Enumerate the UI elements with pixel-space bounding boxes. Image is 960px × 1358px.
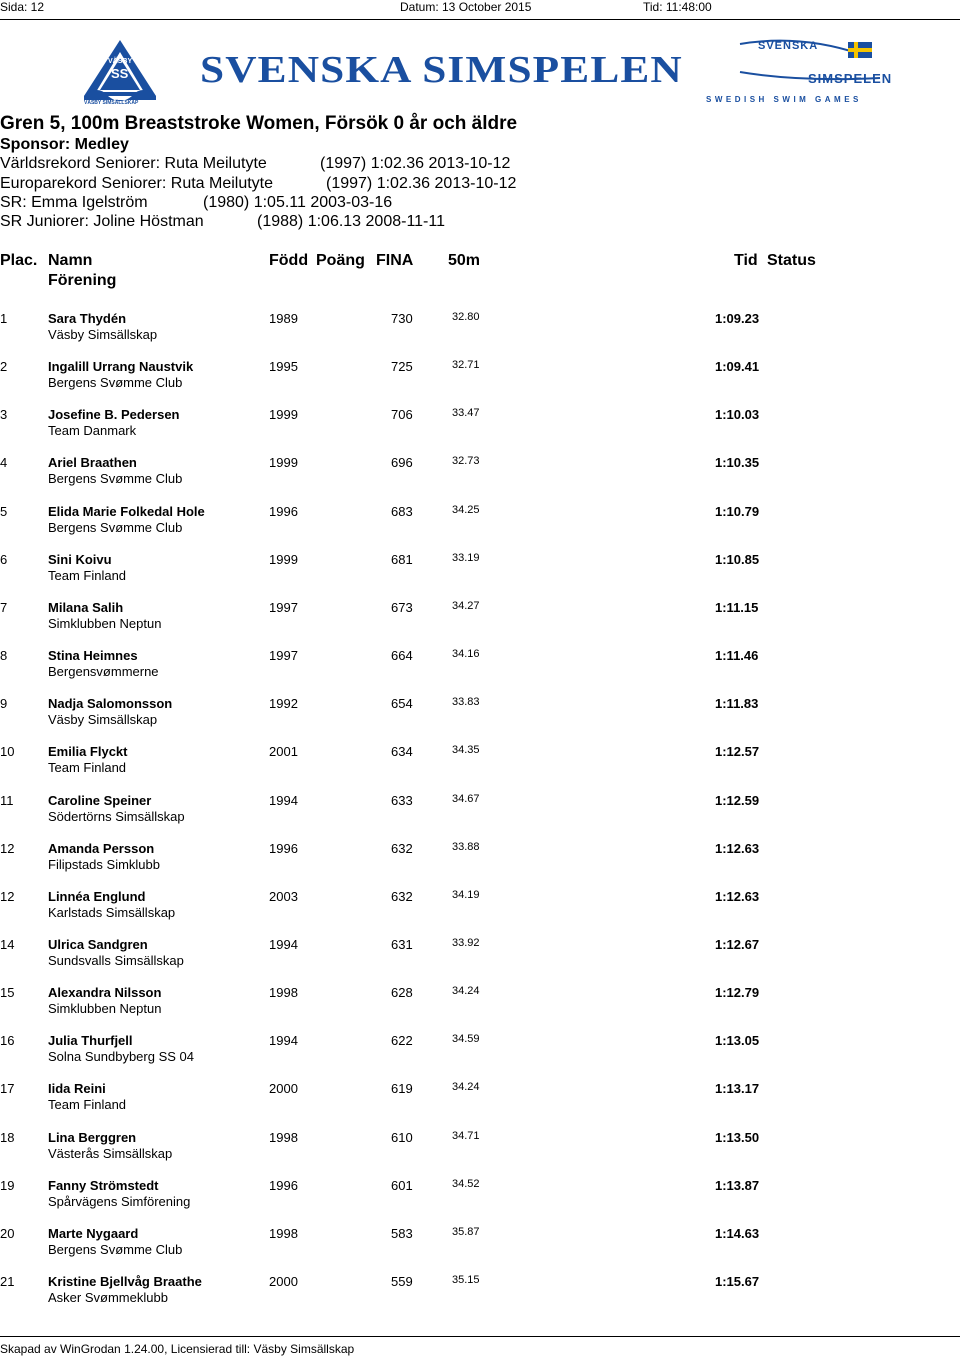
record-value: (1997) 1:02.36 2013-10-12 <box>320 155 511 172</box>
result-name: Marte Nygaard <box>48 1226 139 1241</box>
result-name: Kristine Bjellvåg Braathe <box>48 1274 202 1289</box>
result-name: Alexandra Nilsson <box>48 985 162 1000</box>
result-name: Iida Reini <box>48 1081 106 1096</box>
result-fina: 673 <box>391 600 413 615</box>
result-time: 1:09.23 <box>715 311 760 326</box>
result-club: Västerås Simsällskap <box>48 1146 173 1161</box>
result-split: 34.52 <box>452 1178 480 1190</box>
result-club: Karlstads Simsällskap <box>48 905 176 920</box>
result-time: 1:11.83 <box>715 696 759 711</box>
result-place: 21 <box>0 1274 15 1289</box>
result-club: Solna Sundbyberg SS 04 <box>48 1049 194 1064</box>
result-split: 34.67 <box>452 793 480 805</box>
result-place: 2 <box>0 359 8 374</box>
result-name: Ulrica Sandgren <box>48 937 148 952</box>
result-name: Linnéa Englund <box>48 889 146 904</box>
right-logo-mid: SIMSPELEN <box>808 71 893 86</box>
result-name: Elida Marie Folkedal Hole <box>48 504 205 519</box>
result-time: 1:10.79 <box>715 504 760 519</box>
result-born: 1994 <box>269 793 298 808</box>
header-rule <box>0 19 960 20</box>
result-born: 2003 <box>269 889 298 904</box>
col-header-50m: 50m <box>448 252 481 269</box>
result-fina: 610 <box>391 1130 413 1145</box>
result-fina: 632 <box>391 841 413 856</box>
record-value: (1988) 1:06.13 2008-11-11 <box>257 213 445 230</box>
result-fina: 559 <box>391 1274 413 1289</box>
swedish-swim-games-logo <box>700 38 893 108</box>
result-club: Väsby Simsällskap <box>48 712 158 727</box>
result-place: 9 <box>0 696 8 711</box>
footer-rule <box>0 1336 960 1337</box>
result-club: Bergens Svømme Club <box>48 520 183 535</box>
result-time: 1:15.67 <box>715 1274 760 1289</box>
print-time: Tid: 11:48:00 <box>643 0 712 14</box>
result-time: 1:12.79 <box>715 985 760 1000</box>
col-header-poang: Poäng <box>316 252 365 269</box>
result-club: Spårvägens Simförening <box>48 1194 191 1209</box>
record-label: SR: Emma Igelström <box>0 194 148 211</box>
result-split: 34.71 <box>452 1130 480 1142</box>
result-place: 20 <box>0 1226 15 1241</box>
result-fina: 632 <box>391 889 413 904</box>
result-fina: 664 <box>391 648 413 663</box>
result-time: 1:12.63 <box>715 889 760 904</box>
result-name: Fanny Strömstedt <box>48 1178 159 1193</box>
result-place: 15 <box>0 985 15 1000</box>
result-born: 1996 <box>269 504 298 519</box>
col-header-tid: Tid <box>734 252 758 269</box>
col-header-forening: Förening <box>48 272 117 289</box>
event-title: Gren 5, 100m Breaststroke Women, Försök 0 år och äldre <box>0 113 518 134</box>
col-header-fina: FINA <box>376 252 414 269</box>
record-label: SR Juniorer: Joline Höstman <box>0 213 204 230</box>
result-fina: 633 <box>391 793 413 808</box>
result-split: 34.24 <box>452 985 480 997</box>
result-split: 34.25 <box>452 504 480 516</box>
result-fina: 730 <box>391 311 413 326</box>
result-name: Nadja Salomonsson <box>48 696 173 711</box>
result-name: Sini Koivu <box>48 552 112 567</box>
vasby-logo-bottom: VÄSBY SIMSÄLLSKAP <box>84 100 139 106</box>
footer-text: Skapad av WinGrodan 1.24.00, Licensierad till: Väsby Simsällskap <box>0 1342 355 1356</box>
record-value: (1980) 1:05.11 2003-03-16 <box>203 194 393 211</box>
result-place: 14 <box>0 937 15 952</box>
result-born: 1996 <box>269 841 298 856</box>
result-split: 32.71 <box>452 359 480 371</box>
result-split: 34.24 <box>452 1081 480 1093</box>
result-born: 1989 <box>269 311 298 326</box>
result-time: 1:09.41 <box>715 359 760 374</box>
result-fina: 583 <box>391 1226 413 1241</box>
result-name: Lina Berggren <box>48 1130 137 1145</box>
page-number: Sida: 12 <box>0 0 45 14</box>
result-club: Väsby Simsällskap <box>48 327 158 342</box>
result-split: 35.87 <box>452 1226 480 1238</box>
result-split: 34.16 <box>452 648 480 660</box>
result-fina: 654 <box>391 696 413 711</box>
result-born: 1997 <box>269 648 298 663</box>
result-fina: 706 <box>391 407 413 422</box>
result-place: 19 <box>0 1178 15 1193</box>
result-club: Simklubben Neptun <box>48 1001 162 1016</box>
result-split: 34.35 <box>452 744 480 756</box>
result-born: 1995 <box>269 359 298 374</box>
result-born: 2001 <box>269 744 298 759</box>
result-split: 33.19 <box>452 552 480 564</box>
result-born: 1999 <box>269 407 298 422</box>
result-time: 1:12.57 <box>715 744 760 759</box>
result-born: 1998 <box>269 1226 298 1241</box>
result-name: Josefine B. Pedersen <box>48 407 180 422</box>
result-club: Asker Svømmeklubb <box>48 1290 168 1305</box>
result-born: 1997 <box>269 600 298 615</box>
result-fina: 681 <box>391 552 413 567</box>
result-place: 12 <box>0 841 15 856</box>
result-club: Bergens Svømme Club <box>48 471 183 486</box>
result-club: Team Finland <box>48 568 127 583</box>
result-time: 1:10.85 <box>715 552 760 567</box>
result-fina: 696 <box>391 455 413 470</box>
result-born: 1992 <box>269 696 298 711</box>
result-place: 8 <box>0 648 8 663</box>
result-place: 11 <box>0 793 14 808</box>
result-fina: 725 <box>391 359 413 374</box>
result-split: 34.19 <box>452 889 480 901</box>
result-split: 33.83 <box>452 696 480 708</box>
result-club: Team Finland <box>48 760 127 775</box>
result-split: 32.73 <box>452 455 480 467</box>
vasby-logo <box>78 38 162 106</box>
col-header-plac: Plac. <box>0 252 38 269</box>
result-time: 1:13.87 <box>715 1178 760 1193</box>
result-time: 1:12.63 <box>715 841 760 856</box>
right-logo-sub: SWEDISH SWIM GAMES <box>706 95 862 104</box>
result-split: 32.80 <box>452 311 480 323</box>
result-club: Södertörns Simsällskap <box>48 809 185 824</box>
col-header-namn: Namn <box>48 252 93 269</box>
vasby-logo-top: VÄSBY <box>108 58 133 65</box>
result-born: 1999 <box>269 455 298 470</box>
result-name: Ingalill Urrang Naustvik <box>48 359 194 374</box>
right-logo-top: SVENSKA <box>758 40 819 52</box>
result-time: 1:14.63 <box>715 1226 760 1241</box>
result-born: 2000 <box>269 1081 298 1096</box>
result-time: 1:12.59 <box>715 793 760 808</box>
result-split: 34.59 <box>452 1033 480 1045</box>
result-club: Bergensvømmerne <box>48 664 159 679</box>
result-club: Simklubben Neptun <box>48 616 162 631</box>
result-fina: 634 <box>391 744 413 759</box>
result-club: Bergens Svømme Club <box>48 375 183 390</box>
record-value: (1997) 1:02.36 2013-10-12 <box>326 175 517 192</box>
record-label: Europarekord Seniorer: Ruta Meilutyte <box>0 175 274 192</box>
result-place: 12 <box>0 889 15 904</box>
event-sponsor: Sponsor: Medley <box>0 136 129 153</box>
result-name: Amanda Persson <box>48 841 155 856</box>
result-time: 1:11.46 <box>715 648 759 663</box>
svenska-simspelen-banner: SVENSKA SIMSPELEN <box>200 49 683 91</box>
result-fina: 628 <box>391 985 413 1000</box>
result-born: 1998 <box>269 1130 298 1145</box>
result-club: Bergens Svømme Club <box>48 1242 183 1257</box>
result-born: 2000 <box>269 1274 298 1289</box>
result-club: Filipstads Simklubb <box>48 857 160 872</box>
result-name: Caroline Speiner <box>48 793 152 808</box>
result-time: 1:13.05 <box>715 1033 760 1048</box>
result-born: 1994 <box>269 937 298 952</box>
result-place: 18 <box>0 1130 15 1145</box>
result-born: 1998 <box>269 985 298 1000</box>
result-club: Team Finland <box>48 1097 127 1112</box>
result-time: 1:13.50 <box>715 1130 760 1145</box>
result-club: Sundsvalls Simsällskap <box>48 953 184 968</box>
result-time: 1:10.03 <box>715 407 760 422</box>
print-date: Datum: 13 October 2015 <box>400 0 532 14</box>
result-fina: 683 <box>391 504 413 519</box>
result-place: 10 <box>0 744 15 759</box>
result-time: 1:11.15 <box>715 600 759 615</box>
result-time: 1:13.17 <box>715 1081 760 1096</box>
result-name: Ariel Braathen <box>48 455 137 470</box>
result-split: 35.15 <box>452 1274 480 1286</box>
result-place: 4 <box>0 455 8 470</box>
result-time: 1:10.35 <box>715 455 760 470</box>
result-fina: 601 <box>391 1178 413 1193</box>
result-born: 1994 <box>269 1033 298 1048</box>
result-name: Emilia Flyckt <box>48 744 128 759</box>
result-place: 17 <box>0 1081 15 1096</box>
result-place: 3 <box>0 407 8 422</box>
result-fina: 631 <box>391 937 413 952</box>
result-split: 33.88 <box>452 841 480 853</box>
col-header-fodd: Född <box>269 252 309 269</box>
vasby-logo-mark: SS <box>111 66 129 81</box>
result-fina: 619 <box>391 1081 413 1096</box>
result-place: 1 <box>0 311 8 326</box>
record-label: Världsrekord Seniorer: Ruta Meilutyte <box>0 155 267 172</box>
result-name: Sara Thydén <box>48 311 127 326</box>
result-split: 34.27 <box>452 600 480 612</box>
result-born: 1996 <box>269 1178 298 1193</box>
col-header-status: Status <box>767 252 816 269</box>
result-place: 5 <box>0 504 8 519</box>
result-place: 6 <box>0 552 8 567</box>
result-split: 33.47 <box>452 407 480 419</box>
result-club: Team Danmark <box>48 423 137 438</box>
result-born: 1999 <box>269 552 298 567</box>
result-time: 1:12.67 <box>715 937 760 952</box>
result-name: Stina Heimnes <box>48 648 138 663</box>
result-name: Julia Thurfjell <box>48 1033 133 1048</box>
result-place: 16 <box>0 1033 15 1048</box>
result-name: Milana Salih <box>48 600 124 615</box>
result-fina: 622 <box>391 1033 413 1048</box>
result-place: 7 <box>0 600 8 615</box>
result-split: 33.92 <box>452 937 480 949</box>
